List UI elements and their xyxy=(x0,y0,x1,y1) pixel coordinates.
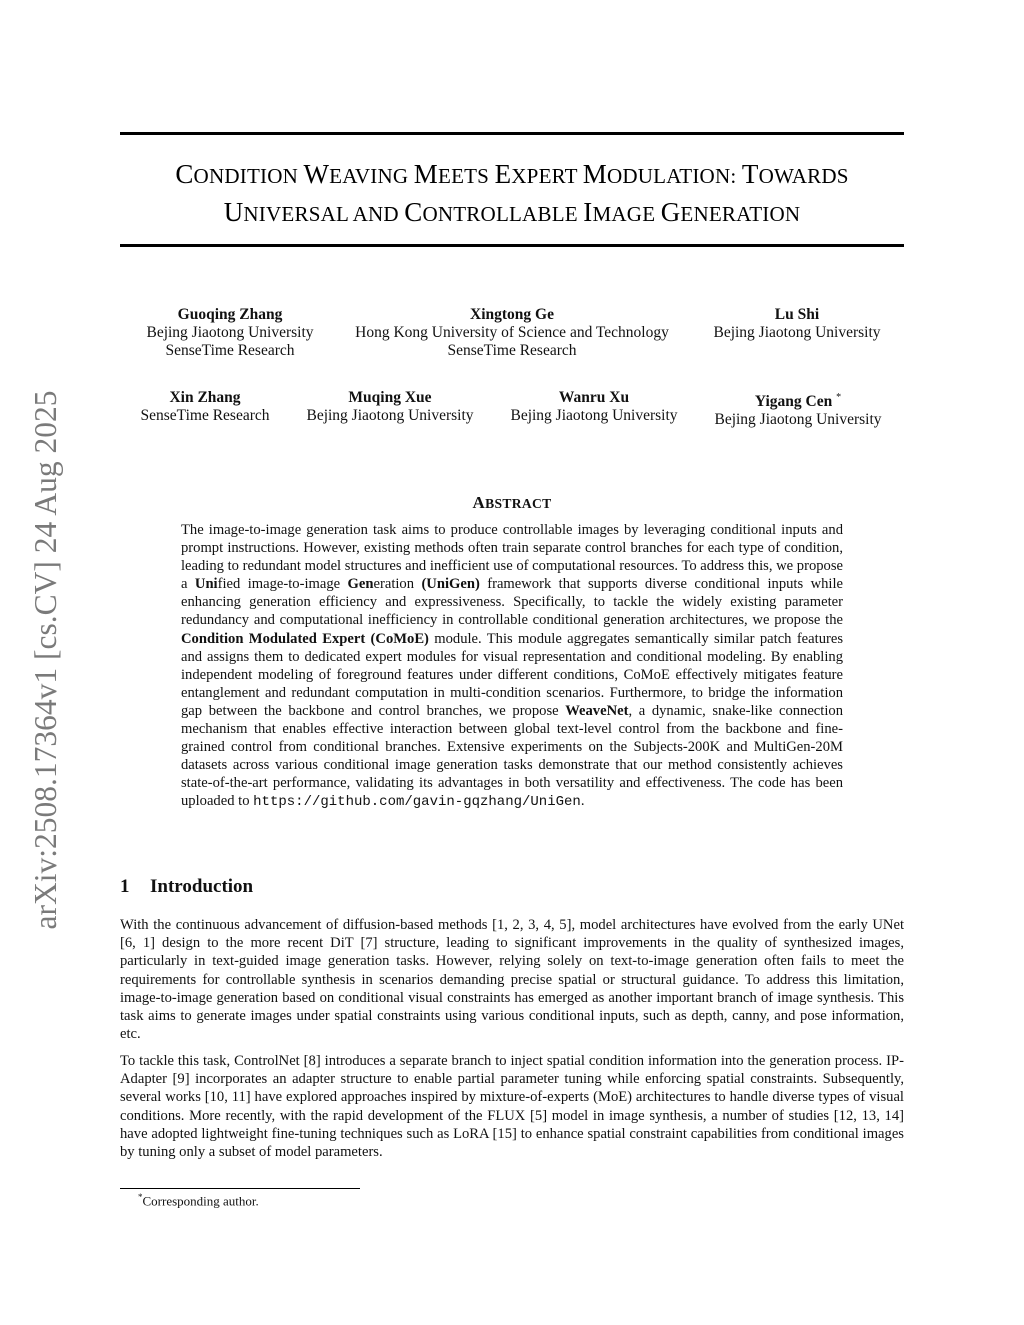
author-name: Xin Zhang xyxy=(169,389,241,406)
section-title: Introduction xyxy=(150,876,254,897)
title-capital: C xyxy=(404,197,423,227)
abstract-text: eration xyxy=(373,576,422,593)
corresponding-author-mark: * xyxy=(836,392,842,403)
abstract-emphasis: Condition Modulated Expert (CoMoE) xyxy=(181,630,429,647)
footnote-mark: * xyxy=(138,1192,143,1202)
footnote-text: Corresponding author. xyxy=(142,1193,259,1209)
title-capital: M xyxy=(582,159,607,189)
code-url[interactable]: https://github.com/gavin-gqzhang/UniGen xyxy=(253,794,581,811)
author-affiliation: SenseTime Research xyxy=(447,342,577,359)
author-affiliation: SenseTime Research xyxy=(140,407,270,424)
title-small-caps: EAVING xyxy=(329,164,414,188)
abstract-emphasis: WeaveNet xyxy=(565,702,629,719)
abstract-emphasis: Gen xyxy=(347,576,374,593)
author-affiliation: Bejing Jiaotong University xyxy=(714,411,882,429)
abstract-text: module. This module aggregates semantically similar patch features and assigns them to dedicated expert modules for visual representation and conditional modeling. By enabling independent modeling of foreground features under different conditions, CoMoE effectively mitigates feature entanglement and redundant computation in multi-condition scenarios. Furthermore, to bridge the information gap between the backbone and control branches, we propose xyxy=(181,630,844,719)
title-small-caps: OWARDS xyxy=(758,164,849,188)
title-capital: E xyxy=(494,159,512,189)
body-paragraph: To tackle this task, ControlNet [8] introduces a separate branch to inject spatial condition information into the generation process. IP-Adapter [9] incorporates an adapter structure to enable partial parameter tuning while enforcing spatial constraints. Subsequently, several works [10, 11] have explored approaches inspired by mixture-of-experts (MoE) architectures to handle diverse types of visual conditions. More recently, with the rapid development of the FLUX [5] model in image synthesis, a number of studies [12, 13, 14] have adopted lightweight fine-tuning techniques such as LoRA [15] to enhance spatial constraint capabilities from conditional images by tuning only a subset of model parameters. xyxy=(120,1053,904,1161)
title-line-1 xyxy=(120,156,904,194)
author-block xyxy=(306,389,473,425)
abstract-text: The image-to-image generation task aims to produce controllable images by leveraging conditional inputs and prompt instructions. However, existing methods often train separate control branches for each type of condition, leading to redundant model structures and inefficient use of computational resources. To address this, we propose a xyxy=(181,522,843,593)
title-capital: U xyxy=(223,197,244,227)
author-affiliation: Bejing Jiaotong University xyxy=(146,324,314,341)
author-block xyxy=(714,389,881,429)
author-block xyxy=(146,306,313,360)
title-small-caps: EETS xyxy=(438,164,495,188)
title-capital: M xyxy=(413,159,439,189)
title-capital: C xyxy=(175,159,194,189)
title-capital: I xyxy=(583,197,593,227)
title-small-caps: MAGE xyxy=(592,202,661,226)
footnote xyxy=(138,1192,259,1209)
author-name: Guoqing Zhang xyxy=(177,306,283,323)
section-number: 1 xyxy=(120,876,130,897)
title-small-caps: ENERATION xyxy=(680,202,801,226)
author-affiliation: Bejing Jiaotong University xyxy=(713,324,881,341)
abstract-emphasis: (UniGen) xyxy=(421,576,480,593)
title-rule-top xyxy=(120,132,904,135)
abstract-text: , a dynamic, snake-like connection mechanism that enables effective interaction between global text-level control from the backbone and fine-grained control from conditional branches. Extensive experiments on the Subjects-200K and MultiGen-20M datasets across various conditional image generation tasks demonstrate that our method consistently achieves state-of-the-art performance, validating its advantages in both versatility and effectiveness. The code has been uploaded to xyxy=(181,702,843,810)
title-small-caps: NIVERSAL AND xyxy=(243,202,405,226)
author-affiliation: Hong Kong University of Science and Technology xyxy=(355,324,669,341)
abstract-heading: ABSTRACT xyxy=(472,493,552,512)
author-affiliation: Bejing Jiaotong University xyxy=(510,407,678,424)
author-block xyxy=(713,306,880,342)
author-affiliation: Bejing Jiaotong University xyxy=(306,407,474,424)
title-small-caps: ONTROLLABLE xyxy=(422,202,584,226)
title-small-caps: ONDITION xyxy=(193,164,304,188)
title-line-2 xyxy=(120,194,904,232)
author-name: Xingtong Ge xyxy=(470,306,554,323)
section-heading xyxy=(120,876,253,898)
footnote-rule xyxy=(120,1188,360,1189)
abstract-body xyxy=(181,521,843,812)
arxiv-side-stamp: arXiv:2508.17364v1 [cs.CV] 24 Aug 2025 xyxy=(28,390,63,930)
abstract-emphasis: Uni xyxy=(194,576,218,593)
author-block xyxy=(510,389,677,425)
author-affiliation: SenseTime Research xyxy=(165,342,295,359)
abstract-text: fied image-to-image xyxy=(217,576,348,593)
title-small-caps: XPERT xyxy=(511,164,583,188)
title-rule-bottom xyxy=(120,244,904,247)
author-name: Muqing Xue xyxy=(348,389,432,406)
abstract-text: . xyxy=(580,793,585,810)
author-name: Lu Shi xyxy=(774,306,820,323)
author-name: Wanru Xu xyxy=(558,389,630,406)
title-small-caps: ODULATION: xyxy=(606,164,742,188)
title-capital: G xyxy=(660,197,681,227)
author-block xyxy=(355,306,669,360)
title-capital: W xyxy=(303,159,330,189)
paper-title xyxy=(120,156,904,232)
title-capital: T xyxy=(741,159,759,189)
author-block xyxy=(140,389,269,425)
author-name: Yigang Cen * xyxy=(754,392,842,411)
abstract-text: framework that supports diverse conditional inputs while enhancing generation efficiency and expressiveness. Specifically, to tackle the widely existing parameter redundancy and computational inefficiency in controllable conditional generation architectures, we propose the xyxy=(181,576,843,629)
body-paragraph: With the continuous advancement of diffusion-based methods [1, 2, 3, 4, 5], model architectures have evolved from the early UNet [6, 1] design to the more recent DiT [7] structure, leading to significant improvements in the quality of synthesized images, particularly in text-guided image generation tasks. However, relying solely on text-to-image generation often fails to meet the requirements for controllable synthesis in scenarios demanding precise spatial or structural guidance. To address this limitation, image-to-image generation based on conditional visual constraints has emerged as another important branch of image synthesis. This task aims to generate images under spatial constraints using various conditional inputs, such as depth, canny, and pose information, etc. xyxy=(120,917,904,1043)
